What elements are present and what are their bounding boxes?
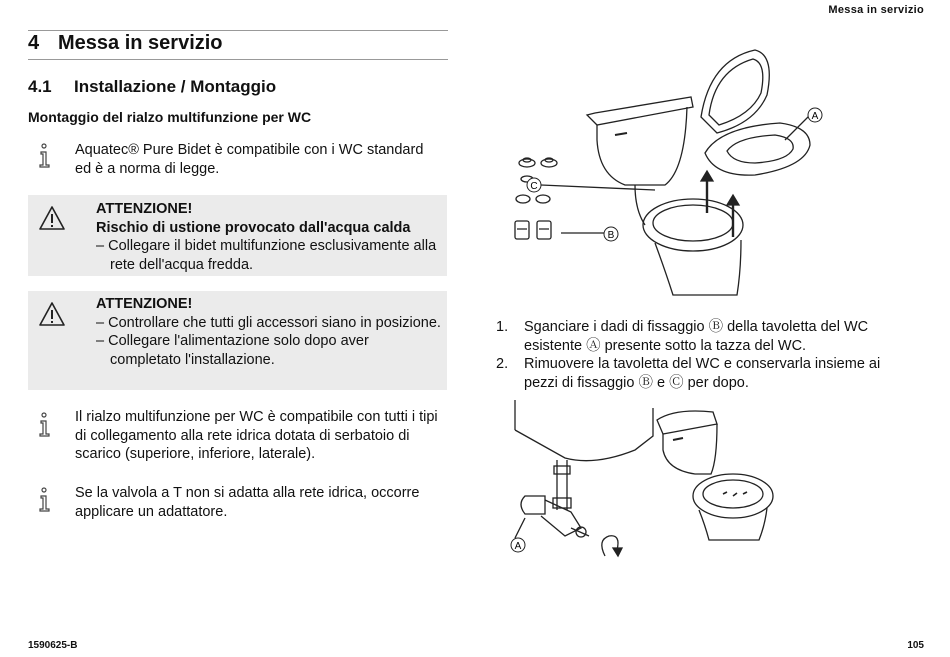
chapter-heading [28,32,223,55]
heading-rule-top [28,30,448,31]
section-heading [28,77,276,97]
warning-box-burn [28,195,447,276]
section-number: 4.1 [28,77,52,96]
label-b: B [607,230,615,241]
info-note-line: ed è a norma di legge. [75,160,220,177]
running-header: Messa in servizio [828,4,924,16]
warning-subtitle: Rischio di ustione provocato dall'acqua calda [96,219,411,236]
info-icon [36,143,52,169]
instruction-steps [496,318,916,392]
figure-valve-and-toilet [505,400,795,560]
info-note-line: Aquatec® Pure Bidet è compatibile con i WC standard [75,142,424,158]
chapter-number: 4 [28,32,40,54]
warning-box-installation [28,291,447,390]
label-a: A [811,111,819,122]
step-item [496,318,916,355]
info-note-compatibility [75,141,447,178]
step-item [496,355,916,392]
figure-seat-removal [505,45,825,305]
section-title: Installazione / Montaggio [74,77,277,96]
label-c: C [530,181,538,192]
warning-triangle-icon [38,301,66,327]
heading-rule-bottom [28,59,448,60]
label-b-callout [604,227,618,241]
info-note-adapter: Se la valvola a T non si adatta alla rete idrica, occorre applicare un adattatore. [75,485,420,520]
warning-item: – Controllare che tutti gli accessori siano in posizione. [96,314,441,331]
warning-title: ATTENZIONE! [96,201,193,217]
step-text: Sganciare i dadi di fissaggio Ⓑ della tavoletta del WC esistente Ⓐ presente sotto la tazza del WC. [524,319,869,354]
warning-triangle-icon [38,205,66,231]
label-a-callout [808,108,822,122]
step-number: 2. [496,356,509,372]
info-icon [36,412,52,438]
chapter-title: Messa in servizio [58,32,223,54]
label-c-callout [527,178,541,192]
label-a-callout [511,538,525,552]
info-note-connection: Il rialzo multifunzione per WC è compatibile con tutti i tipi di collegamento alla rete idrica dotata di serbatoio di scarico (superiore, inferiore, laterale). [75,409,438,462]
step-text: Rimuovere la tavoletta del WC e conservarla insieme ai pezzi di fissaggio Ⓑ e Ⓒ per dopo. [524,356,881,391]
subsection-heading: Montaggio del rialzo multifunzione per WC [28,109,312,125]
warning-item: – Collegare l'alimentazione solo dopo aver completato l'installazione. [96,333,369,368]
warning-title: ATTENZIONE! [96,296,193,312]
page-number: 105 [907,640,924,651]
label-a: A [514,541,522,552]
step-number: 1. [496,319,509,335]
info-icon [36,487,52,513]
warning-item: – Collegare il bidet multifunzione esclusivamente alla rete dell'acqua fredda. [96,238,437,273]
document-number: 1590625-B [28,640,78,651]
